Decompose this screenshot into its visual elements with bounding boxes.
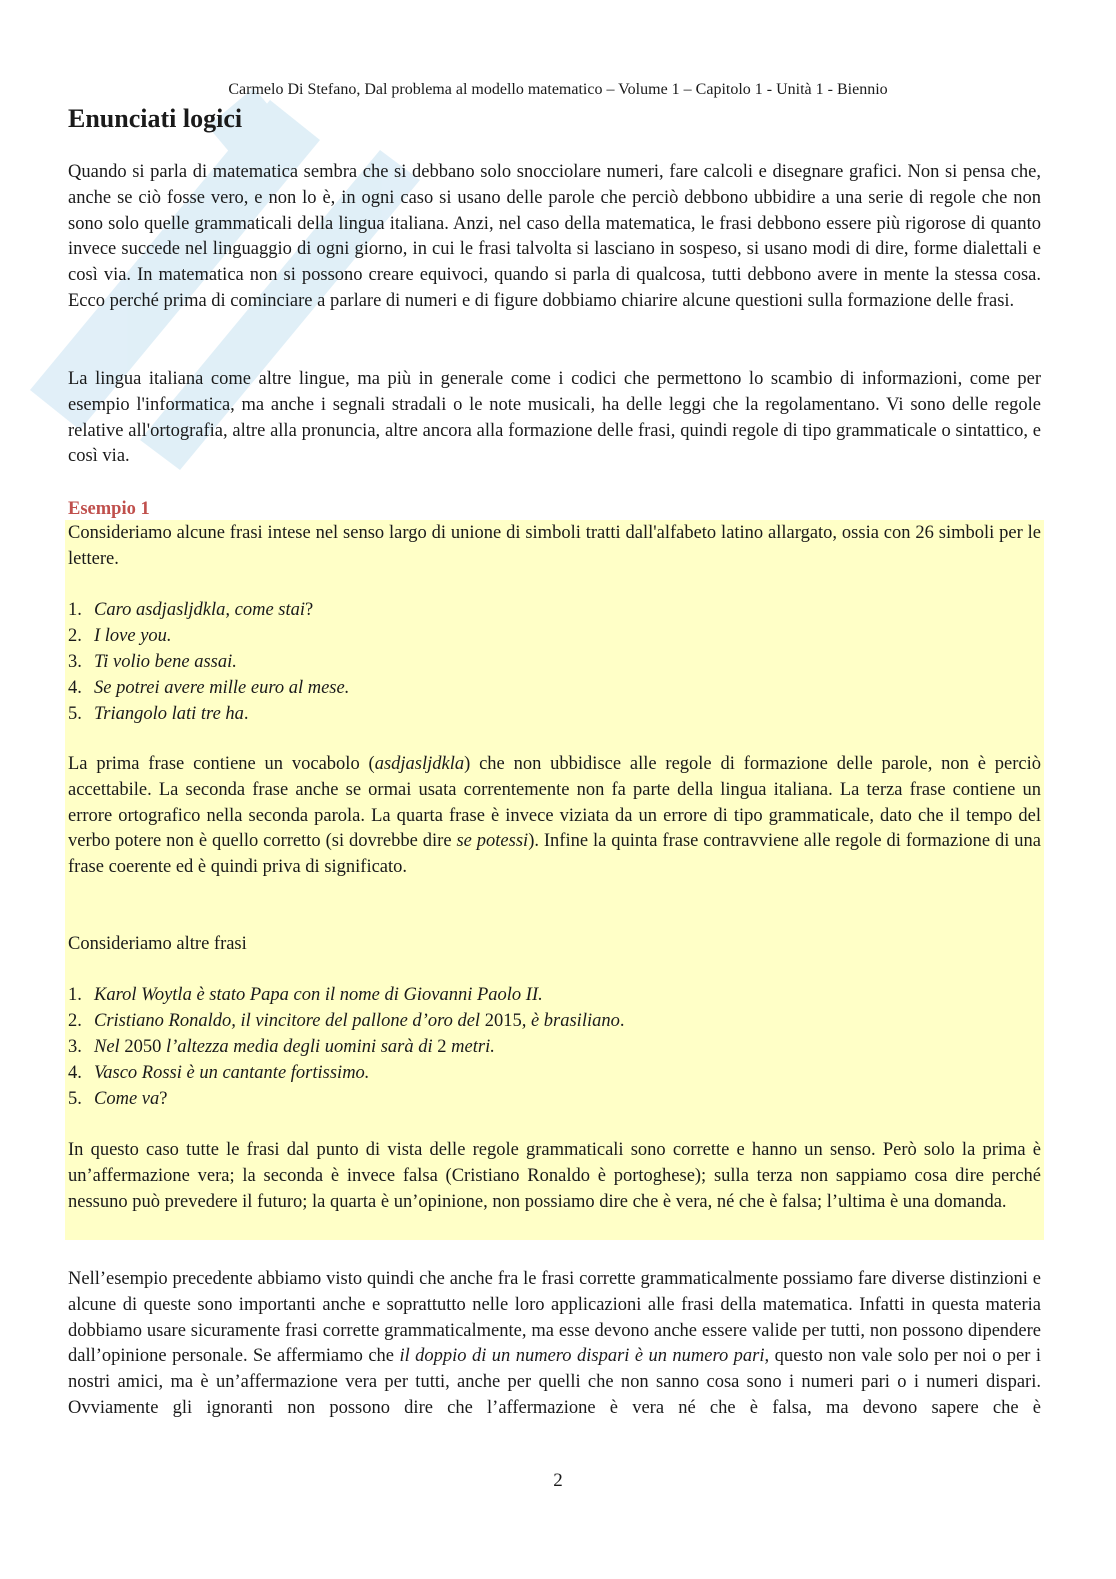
list-item [68, 1035, 495, 1061]
list-item [68, 598, 313, 624]
list-item-text: l’altezza media degli uomini sarà di [161, 1037, 438, 1057]
conclusion-italic-phrase: il doppio di un numero dispari è un numero pari [399, 1346, 765, 1367]
running-head: Carmelo Di Stefano, Dal problema al modello matematico – Volume 1 – Capitolo 1 - Unità 1 - Biennio [228, 81, 888, 98]
list-item-text: Vasco Rossi è un cantante fortissimo. [94, 1063, 370, 1083]
list-item-text: metri. [446, 1037, 495, 1057]
intro-paragraph-2: La lingua italiana come altre lingue, ma più in generale come i codici che permettono lo scambio di informazioni, come per esempio l'informatica, ma anche i segnali stradali o le note musicali, ha delle leggi che la regolamentano. Vi sono delle regole relative all'ortografia, altre alla pronuncia, altre ancora alla formazione delle frasi, quindi regole di tipo grammaticale o sintattico, e così via. [68, 369, 1041, 467]
list-item-number: 2. [68, 626, 82, 646]
list-item-number: 1. [68, 600, 82, 620]
list-item-text: Caro asdjasljdkla, come stai [94, 600, 306, 620]
list-item [68, 650, 237, 676]
list-item-text: Come va [94, 1089, 160, 1109]
example-intro: Consideriamo alcune frasi intese nel senso largo di unione di simboli tratti dall'alfabeto latino allargato, ossia con 26 simboli per le lettere. [68, 523, 1041, 569]
list-item-number: 3. [68, 652, 82, 672]
list-item-number: 4. [68, 678, 82, 698]
list-item-year: 2050 [124, 1037, 162, 1057]
list-item-tail: . [243, 704, 249, 724]
analysis-italic-word: asdjasljdkla [374, 754, 465, 774]
list-item-text: Ti volio bene assai. [94, 652, 237, 672]
list-item-text: I love you. [94, 626, 172, 646]
analysis-text: ) che non ubbidisce alle regole di formazione delle parole, non è perciò accettabile. La seconda frase anche se ormai usata correntemente non fa parte della lingua italiana. La terza frase contiene un errore ortografico nella seconda parola. La quarta frase è invece viziata da un errore di tipo grammaticale, dato che il tempo del verbo potere non è quello corretto (si dovrebbe dire [68, 754, 1041, 852]
list-item-text: Nel [94, 1037, 125, 1057]
list-item [68, 1087, 167, 1113]
list-item-text: Triangolo lati tre ha [94, 704, 244, 724]
example-analysis-2: In questo caso tutte le frasi dal punto di vista delle regole grammaticali sono corrette e hanno un senso. Però solo la prima è un’affermazione vera; la seconda è invece falsa (Cristiano Ronaldo è portoghese); sulla terza non sappiamo cosa dire perché nessuno può prevedere il futuro; la quarta è un’opinione, non possiamo dire che è vera, né che è falsa; l’ultima è una domanda. [68, 1140, 1041, 1212]
analysis-text: ). Infine la quinta frase contravviene alle regole di formazione di una frase coerente ed è quindi priva di significato. [68, 831, 1041, 878]
list-item-number: 4. [68, 1063, 82, 1083]
list-item-text: , è brasiliano [521, 1011, 620, 1031]
list-item-year: 2015 [484, 1011, 522, 1031]
list-item [68, 983, 543, 1009]
example-more-label: Consideriamo altre frasi [68, 934, 247, 954]
list-item-number: 5. [68, 704, 82, 724]
analysis-italic-phrase: se potessi [456, 831, 529, 852]
example-analysis-1 [68, 752, 1041, 881]
conclusion-text: , questo non vale solo per noi o per i nostri amici, ma è un’affermazione vera per tutti, anche per quelli che non sanno cosa sono i numeri pari o i numeri dispari. Ovviamente gli ignoranti non possono dire che l’affermazione è vera né che è falsa, ma devono sapere che è [68, 1346, 1041, 1418]
list-item-number: 1. [68, 985, 82, 1005]
list-item-number: 3. [68, 1037, 82, 1057]
page-number: 2 [553, 1470, 563, 1491]
list-item-number-value: 2 [437, 1037, 447, 1057]
list-item-text: Karol Woytla è stato Papa con il nome di Giovanni Paolo II. [94, 985, 543, 1005]
list-item-number: 2. [68, 1011, 82, 1031]
list-item [68, 676, 349, 702]
intro-paragraph-1: Quando si parla di matematica sembra che si debbano solo snocciolare numeri, fare calcoli e disegnare grafici. Non si pensa che, anche se ciò fosse vero, e non lo è, in ogni caso si usano delle parole che perciò debbono ubbidire a una serie di regole che non sono solo quelle grammaticali della lingua italiana. Anzi, nel caso della matematica, le frasi debbono essere più rigorose di quanto invece succede nel linguaggio di ogni giorno, in cui le frasi talvolta si lasciano in sospeso, si usano modi di dire, forme dialettali e così via. In matematica non si possono creare equivoci, quando si parla di qualcosa, tutti debbono avere in mente la stessa cosa. Ecco perché prima di cominciare a parlare di numeri e di figure dobbiamo chiarire alcune questioni sulla formazione delle frasi. [68, 162, 1041, 311]
conclusion-paragraph [68, 1267, 1041, 1422]
list-item-number: 5. [68, 1089, 82, 1109]
analysis-text: La prima frase contiene un vocabolo ( [68, 754, 375, 774]
list-item [68, 1009, 624, 1035]
list-item-text: Se potrei avere mille euro al mese. [94, 678, 350, 698]
example-heading: Esempio 1 [68, 499, 150, 519]
list-item [68, 702, 249, 728]
list-item-tail: . [619, 1011, 625, 1031]
list-item-text: Cristiano Ronaldo, il vincitore del pallone d’oro del [94, 1011, 485, 1031]
conclusion-text: Nell’esempio precedente abbiamo visto quindi che anche fra le frasi corrette grammaticalmente possiamo fare diverse distinzioni e alcune di queste sono importanti anche e soprattutto nelle loro applicazioni alle frasi della matematica. Infatti in questa materia dobbiamo usare sicuramente frasi corrette grammaticalmente, ma esse devono anche essere valide per tutti, non possono dipendere dall’opinione personale. Se affermiamo che [68, 1269, 1041, 1367]
list-item [68, 624, 172, 650]
list-item [68, 1061, 369, 1087]
section-title: Enunciati logici [68, 104, 243, 133]
list-item-tail: ? [159, 1089, 168, 1109]
list-item-tail: ? [305, 600, 314, 620]
